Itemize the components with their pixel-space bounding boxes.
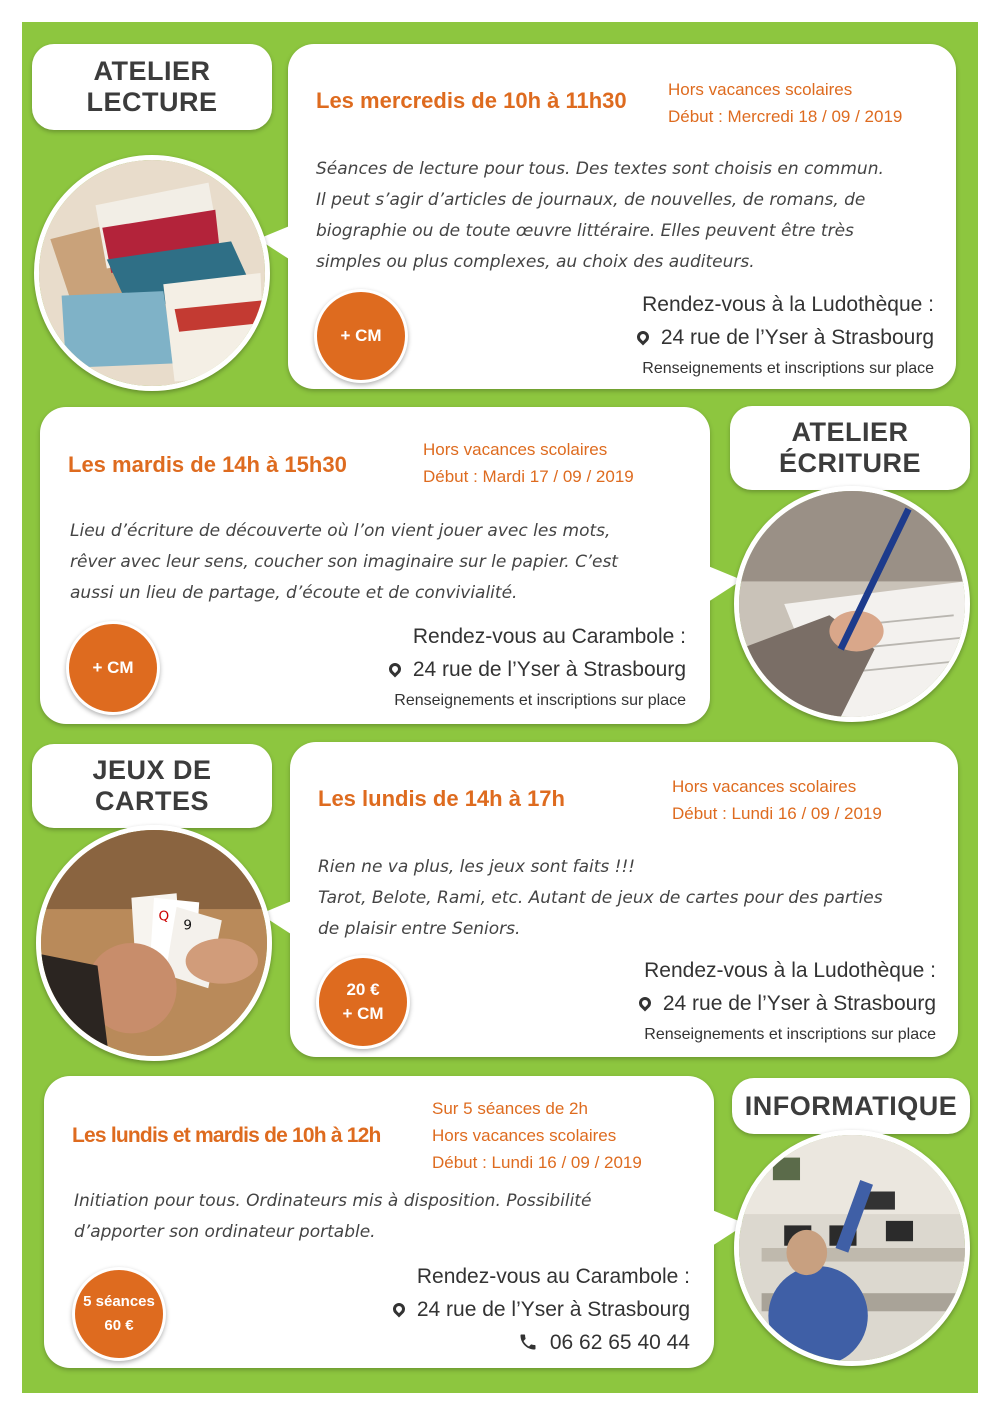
cards-photo xyxy=(36,825,272,1061)
description xyxy=(316,154,932,278)
title-line-2: LECTURE xyxy=(86,87,218,117)
badge-text: 5 séances xyxy=(83,1293,155,1310)
venue-block xyxy=(639,954,936,1050)
venue-address xyxy=(389,653,686,686)
location-pin-icon xyxy=(390,1301,407,1318)
info-line: Sur 5 séances de 2h xyxy=(432,1099,588,1118)
description xyxy=(74,1186,686,1248)
books-photo xyxy=(34,155,270,391)
badge-text: + CM xyxy=(342,1004,384,1023)
price-badge xyxy=(72,1267,166,1361)
badge-text: + CM xyxy=(92,658,134,677)
description-line: aussi un lieu de partage, d’écoute et de convivialité. xyxy=(70,583,518,603)
location-pin-icon xyxy=(634,329,651,346)
address-text: 24 rue de l’Yser à Strasbourg xyxy=(416,1298,690,1321)
info-line: Début : Lundi 16 / 09 / 2019 xyxy=(432,1153,642,1172)
phone-icon xyxy=(518,1332,538,1352)
phone-line xyxy=(393,1326,690,1359)
schedule-text: Les mardis de 14h à 15h30 xyxy=(68,452,347,477)
location-pin-icon xyxy=(386,661,403,678)
description xyxy=(70,516,686,609)
section-cartes-title xyxy=(32,744,272,828)
description-line: Tarot, Belote, Rami, etc. Autant de jeux de cartes pour des parties xyxy=(318,888,883,908)
dates-info xyxy=(672,773,882,827)
price-badge xyxy=(314,289,408,383)
registration-note: Renseignements et inscriptions sur place xyxy=(644,1026,936,1043)
title-line-2: CARTES xyxy=(94,786,209,816)
description-line: de plaisir entre Seniors. xyxy=(318,919,521,939)
price-badge xyxy=(316,955,410,1049)
location-pin-icon xyxy=(636,995,653,1012)
venue-name: Rendez-vous au Carambole : xyxy=(416,1265,690,1288)
description-line: biographie ou de toute œuvre littéraire. Elles peuvent être très xyxy=(316,221,854,241)
price-badge xyxy=(66,621,160,715)
venue-block xyxy=(637,288,934,384)
description-line: simples ou plus complexes, au choix des auditeurs. xyxy=(316,252,755,272)
svg-text:Q: Q xyxy=(158,908,170,925)
section-lecture-title xyxy=(32,44,272,130)
venue-name: Rendez-vous au Carambole : xyxy=(412,625,686,648)
info-line: Début : Mardi 17 / 09 / 2019 xyxy=(423,467,634,486)
description-line: Initiation pour tous. Ordinateurs mis à disposition. Possibilité xyxy=(74,1191,592,1211)
description-line: d’apporter son ordinateur portable. xyxy=(74,1222,376,1242)
venue-address xyxy=(639,987,936,1020)
description xyxy=(318,852,936,945)
title-line-2: ÉCRITURE xyxy=(778,448,921,478)
title-line-1: ATELIER xyxy=(791,417,909,447)
dates-info xyxy=(423,436,634,490)
schedule-text: Les lundis de 14h à 17h xyxy=(318,786,565,811)
writing-photo xyxy=(734,486,970,722)
dates-info xyxy=(668,76,902,130)
info-line: Hors vacances scolaires xyxy=(672,777,857,796)
title-line-1: INFORMATIQUE xyxy=(744,1090,958,1121)
info-line: Début : Mercredi 18 / 09 / 2019 xyxy=(668,107,903,126)
section-ecriture-title xyxy=(730,406,970,490)
badge-text: 60 € xyxy=(104,1317,134,1334)
description-line: Il peut s’agir d’articles de journaux, de nouvelles, de romans, de xyxy=(316,190,866,210)
description-line: Rien ne va plus, les jeux sont faits !!! xyxy=(318,857,636,877)
title-line-1: JEUX DE xyxy=(92,755,212,785)
registration-note: Renseignements et inscriptions sur place xyxy=(642,360,934,377)
venue-block xyxy=(393,1260,690,1359)
address-text: 24 rue de l’Yser à Strasbourg xyxy=(412,658,686,681)
info-line: Hors vacances scolaires xyxy=(423,440,608,459)
address-text: 24 rue de l’Yser à Strasbourg xyxy=(660,326,934,349)
dates-info xyxy=(432,1095,642,1176)
venue-name: Rendez-vous à la Ludothèque : xyxy=(642,293,934,316)
venue-block xyxy=(389,620,686,716)
registration-note: Renseignements et inscriptions sur place xyxy=(394,692,686,709)
description-line: Lieu d’écriture de découverte où l’on vient jouer avec les mots, xyxy=(70,521,611,541)
info-line: Hors vacances scolaires xyxy=(668,80,853,99)
schedule-text: Les mercredis de 10h à 11h30 xyxy=(316,88,627,113)
venue-name: Rendez-vous à la Ludothèque : xyxy=(644,959,936,982)
schedule-text: Les lundis et mardis de 10h à 12h xyxy=(72,1124,381,1147)
badge-text: 20 € xyxy=(346,980,380,999)
description-line: Séances de lecture pour tous. Des textes sont choisis en commun. xyxy=(316,159,884,179)
section-informatique-title xyxy=(732,1078,970,1134)
address-text: 24 rue de l’Yser à Strasbourg xyxy=(662,992,936,1015)
phone-number: 06 62 65 40 44 xyxy=(549,1331,690,1354)
badge-text: + CM xyxy=(340,326,382,345)
svg-text:9: 9 xyxy=(183,917,193,934)
computer-class-photo xyxy=(734,1130,970,1366)
info-line: Hors vacances scolaires xyxy=(432,1126,617,1145)
description-line: rêver avec leur sens, coucher son imaginaire sur le papier. C’est xyxy=(70,552,618,572)
title-line-1: ATELIER xyxy=(93,56,211,86)
venue-address xyxy=(637,321,934,354)
venue-address xyxy=(393,1293,690,1326)
info-line: Début : Lundi 16 / 09 / 2019 xyxy=(672,804,882,823)
